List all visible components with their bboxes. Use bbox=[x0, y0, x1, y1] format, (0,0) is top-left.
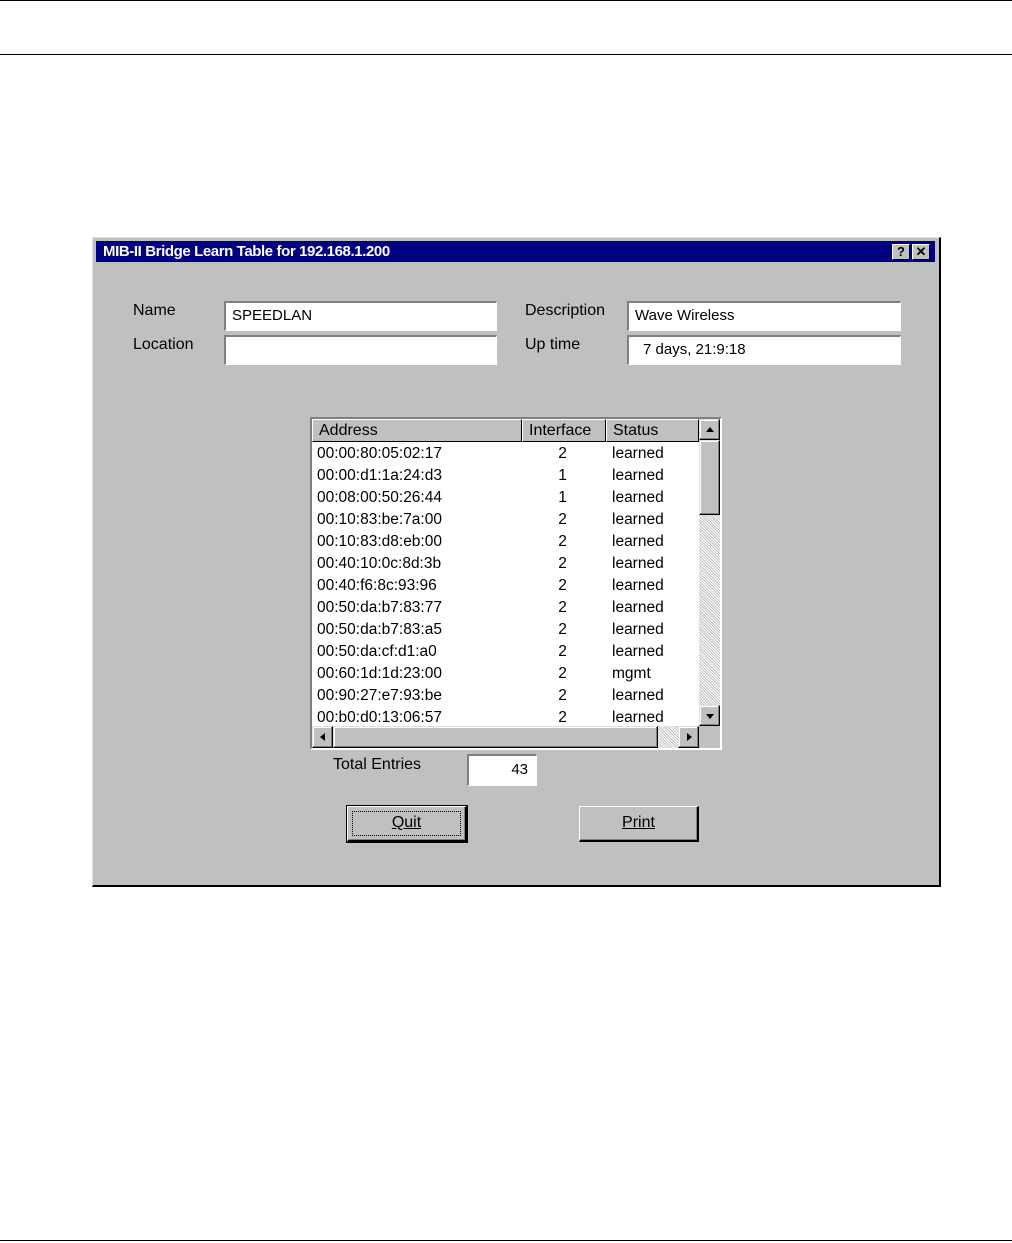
cell-status: learned bbox=[612, 445, 664, 462]
cell-address: 00:b0:d0:13:06:57 bbox=[317, 709, 442, 726]
cell-address: 00:50:da:cf:d1:a0 bbox=[317, 643, 437, 660]
table-row[interactable] bbox=[312, 640, 699, 662]
total-entries-field: 43 bbox=[467, 754, 537, 786]
cell-address: 00:90:27:e7:93:be bbox=[317, 687, 442, 704]
cell-interface: 2 bbox=[558, 445, 567, 462]
table-header bbox=[312, 419, 699, 442]
focus-ring bbox=[352, 811, 461, 836]
bridge-learn-table-dialog bbox=[92, 237, 941, 887]
scroll-down-button[interactable] bbox=[699, 705, 720, 726]
table-row[interactable] bbox=[312, 552, 699, 574]
cell-status: learned bbox=[612, 621, 664, 638]
scrollbar-corner bbox=[699, 726, 720, 748]
location-field[interactable] bbox=[224, 335, 497, 365]
scroll-left-button[interactable] bbox=[312, 726, 333, 748]
cell-status: learned bbox=[612, 577, 664, 594]
table-row[interactable] bbox=[312, 508, 699, 530]
arrow-right-icon bbox=[687, 733, 692, 741]
table-row[interactable] bbox=[312, 662, 699, 684]
cell-status: learned bbox=[612, 687, 664, 704]
total-entries-label: Total Entries bbox=[333, 756, 422, 773]
table-row[interactable] bbox=[312, 618, 699, 640]
description-field[interactable]: Wave Wireless bbox=[627, 301, 901, 331]
cell-interface: 2 bbox=[558, 621, 567, 638]
cell-interface: 2 bbox=[558, 577, 567, 594]
close-button[interactable] bbox=[912, 244, 930, 260]
cell-interface: 2 bbox=[558, 533, 567, 550]
cell-interface: 2 bbox=[558, 511, 567, 528]
uptime-label: Up time bbox=[525, 336, 581, 353]
cell-interface: 1 bbox=[558, 489, 567, 506]
scroll-up-button[interactable] bbox=[699, 419, 720, 440]
page-top-rule bbox=[0, 0, 1012, 1]
horizontal-scrollbar[interactable] bbox=[312, 726, 699, 748]
help-button[interactable] bbox=[892, 244, 910, 260]
cell-interface: 2 bbox=[558, 599, 567, 616]
cell-status: learned bbox=[612, 643, 664, 660]
location-label: Location bbox=[133, 336, 194, 353]
cell-address: 00:00:80:05:02:17 bbox=[317, 445, 442, 462]
cell-interface: 2 bbox=[558, 709, 567, 726]
help-icon: ? bbox=[897, 244, 905, 259]
cell-status: learned bbox=[612, 489, 664, 506]
table-row[interactable] bbox=[312, 596, 699, 618]
cell-interface: 1 bbox=[558, 467, 567, 484]
cell-address: 00:40:f6:8c:93:96 bbox=[317, 577, 437, 594]
cell-address: 00:10:83:be:7a:00 bbox=[317, 511, 442, 528]
cell-status: learned bbox=[612, 555, 664, 572]
quit-button-label: Quit bbox=[391, 814, 422, 831]
horizontal-scroll-thumb[interactable] bbox=[333, 726, 658, 748]
cell-status: learned bbox=[612, 709, 664, 726]
table-row[interactable] bbox=[312, 706, 699, 726]
table-row[interactable] bbox=[312, 442, 699, 464]
cell-address: 00:00:d1:1a:24:d3 bbox=[317, 467, 442, 484]
cell-interface: 2 bbox=[558, 687, 567, 704]
title-bar[interactable] bbox=[96, 241, 935, 262]
page-header-rule bbox=[0, 54, 1012, 55]
uptime-field: 7 days, 21:9:18 bbox=[627, 335, 901, 365]
table-row[interactable] bbox=[312, 574, 699, 596]
arrow-up-icon bbox=[706, 427, 714, 432]
arrow-left-icon bbox=[320, 733, 325, 741]
cell-interface: 2 bbox=[558, 555, 567, 572]
cell-status: learned bbox=[612, 467, 664, 484]
cell-address: 00:50:da:b7:83:a5 bbox=[317, 621, 442, 638]
cell-status: learned bbox=[612, 533, 664, 550]
cell-address: 00:60:1d:1d:23:00 bbox=[317, 665, 442, 682]
table-row[interactable] bbox=[312, 530, 699, 552]
cell-interface: 2 bbox=[558, 643, 567, 660]
cell-address: 00:08:00:50:26:44 bbox=[317, 489, 442, 506]
close-icon: ✕ bbox=[915, 244, 927, 259]
table-row[interactable] bbox=[312, 464, 699, 486]
cell-status: learned bbox=[612, 599, 664, 616]
table-row[interactable] bbox=[312, 684, 699, 706]
table-body bbox=[312, 442, 699, 726]
vertical-scrollbar[interactable] bbox=[699, 419, 720, 726]
quit-button[interactable] bbox=[347, 806, 467, 842]
print-button-label: Print bbox=[622, 814, 655, 831]
arrow-down-icon bbox=[706, 714, 714, 719]
table-row[interactable] bbox=[312, 486, 699, 508]
cell-address: 00:40:10:0c:8d:3b bbox=[317, 555, 442, 572]
description-label: Description bbox=[525, 302, 606, 319]
cell-status: mgmt bbox=[612, 665, 651, 682]
cell-interface: 2 bbox=[558, 665, 567, 682]
scroll-right-button[interactable] bbox=[678, 726, 699, 748]
column-header-address[interactable]: Address bbox=[312, 419, 522, 442]
print-button[interactable] bbox=[579, 806, 699, 842]
column-header-status[interactable]: Status bbox=[606, 419, 699, 442]
cell-status: learned bbox=[612, 511, 664, 528]
address-table[interactable] bbox=[310, 417, 722, 750]
name-field[interactable]: SPEEDLAN bbox=[224, 301, 497, 331]
window-title: MIB-II Bridge Learn Table for 192.168.1.200 bbox=[103, 243, 390, 260]
name-label: Name bbox=[133, 302, 176, 319]
cell-address: 00:50:da:b7:83:77 bbox=[317, 599, 442, 616]
cell-address: 00:10:83:d8:eb:00 bbox=[317, 533, 442, 550]
page-bottom-rule bbox=[0, 1240, 1012, 1241]
vertical-scroll-thumb[interactable] bbox=[699, 440, 720, 515]
column-header-interface[interactable]: Interface bbox=[522, 419, 606, 442]
